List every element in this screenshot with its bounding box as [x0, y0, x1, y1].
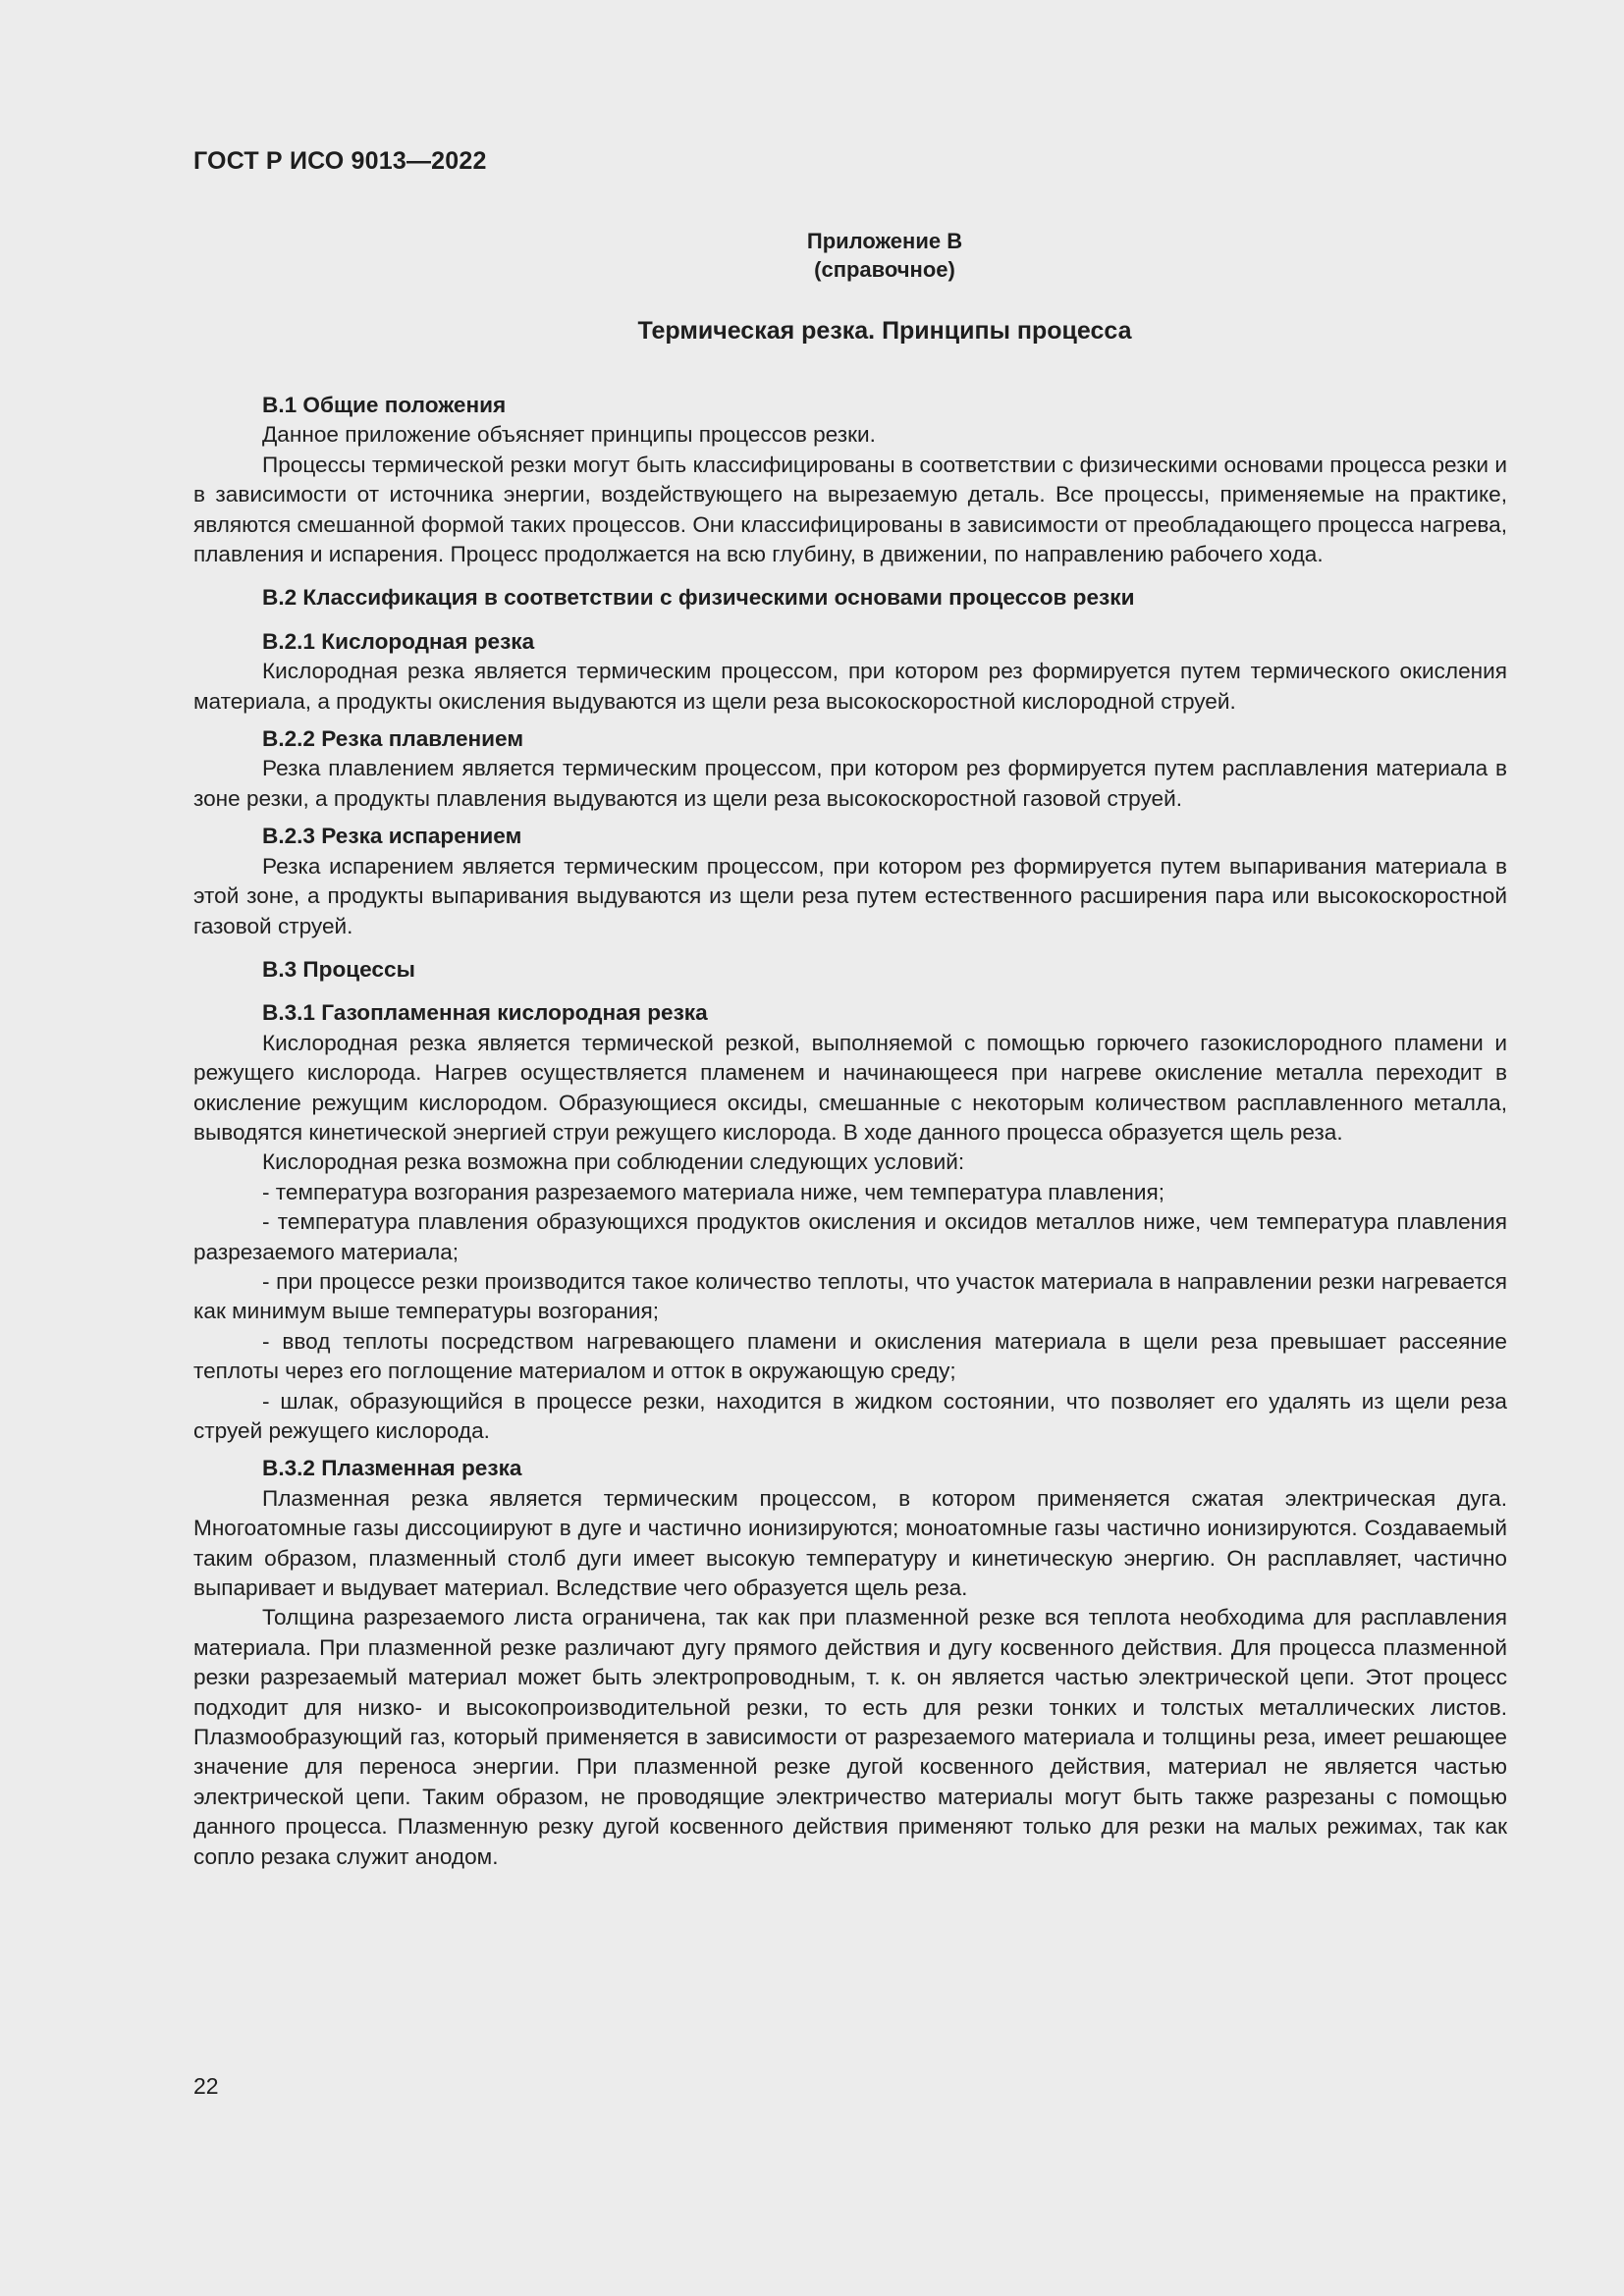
annex-heading	[193, 227, 1507, 284]
paragraph: Кислородная резка является термическим процессом, при котором рез формируется путем термического окисления материала, а продукты окисления выдуваются из щели реза высокоскоростной кислородной струей.	[193, 659, 1507, 714]
paragraph: Данное приложение объясняет принципы процессов резки.	[262, 422, 876, 448]
paragraph: Процессы термической резки могут быть классифицированы в соответствии с физическими основами процесса резки и в зависимости от источника энергии, воздействующего на вырезаемую деталь. Все процессы, применяемые на практике, являются смешанной формой таких процессов. Они классифицированы в зависимости от преобладающего процесса нагрева, плавления и испарения. Процесс продолжается на всю глубину, в движении, по направлению рабочего хода.	[193, 452, 1507, 567]
page-number: 22	[193, 2073, 219, 2099]
list-item: - ввод теплоты посредством нагревающего пламени и окисления материала в щели реза превышает рассеяние теплоты через его поглощение материалом и отток в окружающую среду;	[193, 1328, 1507, 1384]
paragraph: Толщина разрезаемого листа ограничена, так как при плазменной резке вся теплота необходима для расплавления материала. При плазменной резке различают дугу прямого действия и дугу косвенного действия. Для процесса плазменной резки разрезаемый материал может быть электропроводным, т. к. он является частью электрической цепи. Этот процесс подходит для низко- и высокопроизводительной резки, то есть для резки тонких и толстых металлических листов. Плазмообразующий газ, который применяется в зависимости от разрезаемого материала и толщины реза, имеет решающее значение для переноса энергии. При плазменной резке дугой косвенного действия, материал не является частью электрической цепи. Таким образом, не проводящие электричество материалы могут быть также разрезаны с помощью данного процесса. Плазменную резку дугой косвенного действия применяют только для резки на малых режимах, так как сопло резака служит анодом.	[193, 1605, 1507, 1869]
paragraph: Резка испарением является термическим процессом, при котором рез формируется путем выпаривания материала в этой зоне, а продукты выпаривания выдуваются из щели реза путем естественного расширения пара или высокоскоростной газовой струей.	[193, 853, 1507, 938]
section-heading-b23: В.2.3 Резка испарением	[262, 824, 522, 849]
list-item: - при процессе резки производится такое количество теплоты, что участок материала в направлении резки нагревается как минимум выше температуры возгорания;	[193, 1268, 1507, 1324]
annex-title-text: Термическая резка. Принципы процесса	[637, 317, 1132, 345]
section-heading-b3: В.3 Процессы	[262, 956, 415, 982]
annex-title	[193, 317, 1507, 346]
section-heading-b31: В.3.1 Газопламенная кислородная резка	[262, 1000, 708, 1026]
section-heading-b1: В.1 Общие положения	[262, 393, 507, 417]
section-heading-b21: В.2.1 Кислородная резка	[262, 628, 535, 654]
document-page	[193, 0, 1507, 2296]
section-heading-b22: В.2.2 Резка плавлением	[262, 726, 524, 752]
list-item: - температура плавления образующихся продуктов окисления и оксидов металлов ниже, чем температура плавления разрезаемого материала;	[193, 1209, 1507, 1264]
paragraph: Резка плавлением является термическим процессом, при котором рез формируется путем расплавления материала в зоне резки, а продукты плавления выдуваются из щели реза высокоскоростной газовой струей.	[193, 756, 1507, 811]
document-id: ГОСТ Р ИСО 9013—2022	[193, 147, 487, 175]
annex-label: Приложение В	[806, 229, 963, 253]
paragraph: Кислородная резка является термической резкой, выполняемой с помощью горючего газокислородного пламени и режущего кислорода. Нагрев осуществляется пламенем и начинающееся при нагреве окисление металла переходит в окисление режущим кислородом. Образующиеся оксиды, смешанные с некоторым количеством расплавленного металла, выводятся кинетической энергией струи режущего кислорода. В ходе данного процесса образуется щель реза.	[193, 1030, 1507, 1145]
document-body	[193, 391, 1507, 1872]
section-heading-b2: В.2 Классификация в соответствии с физическими основами процессов резки	[262, 585, 1135, 611]
annex-kind: (справочное)	[814, 257, 955, 282]
section-heading-b32: В.3.2 Плазменная резка	[262, 1456, 522, 1481]
paragraph: Кислородная резка возможна при соблюдении следующих условий:	[262, 1149, 965, 1175]
paragraph: Плазменная резка является термическим процессом, в котором применяется сжатая электрическая дуга. Многоатомные газы диссоциируют в дуге и частично ионизируются; моноатомные газы частично ионизируются. Создаваемый таким образом, плазменный столб дуги имеет высокую температуру и кинетическую энергию. Он расплавляет, частично выпаривает и выдувает материал. Вследствие чего образуется щель реза.	[193, 1485, 1507, 1601]
list-item: - шлак, образующийся в процессе резки, находится в жидком состоянии, что позволяет его удалять из щели реза струей режущего кислорода.	[193, 1388, 1507, 1443]
list-item: - температура возгорания разрезаемого материала ниже, чем температура плавления;	[262, 1179, 1165, 1204]
